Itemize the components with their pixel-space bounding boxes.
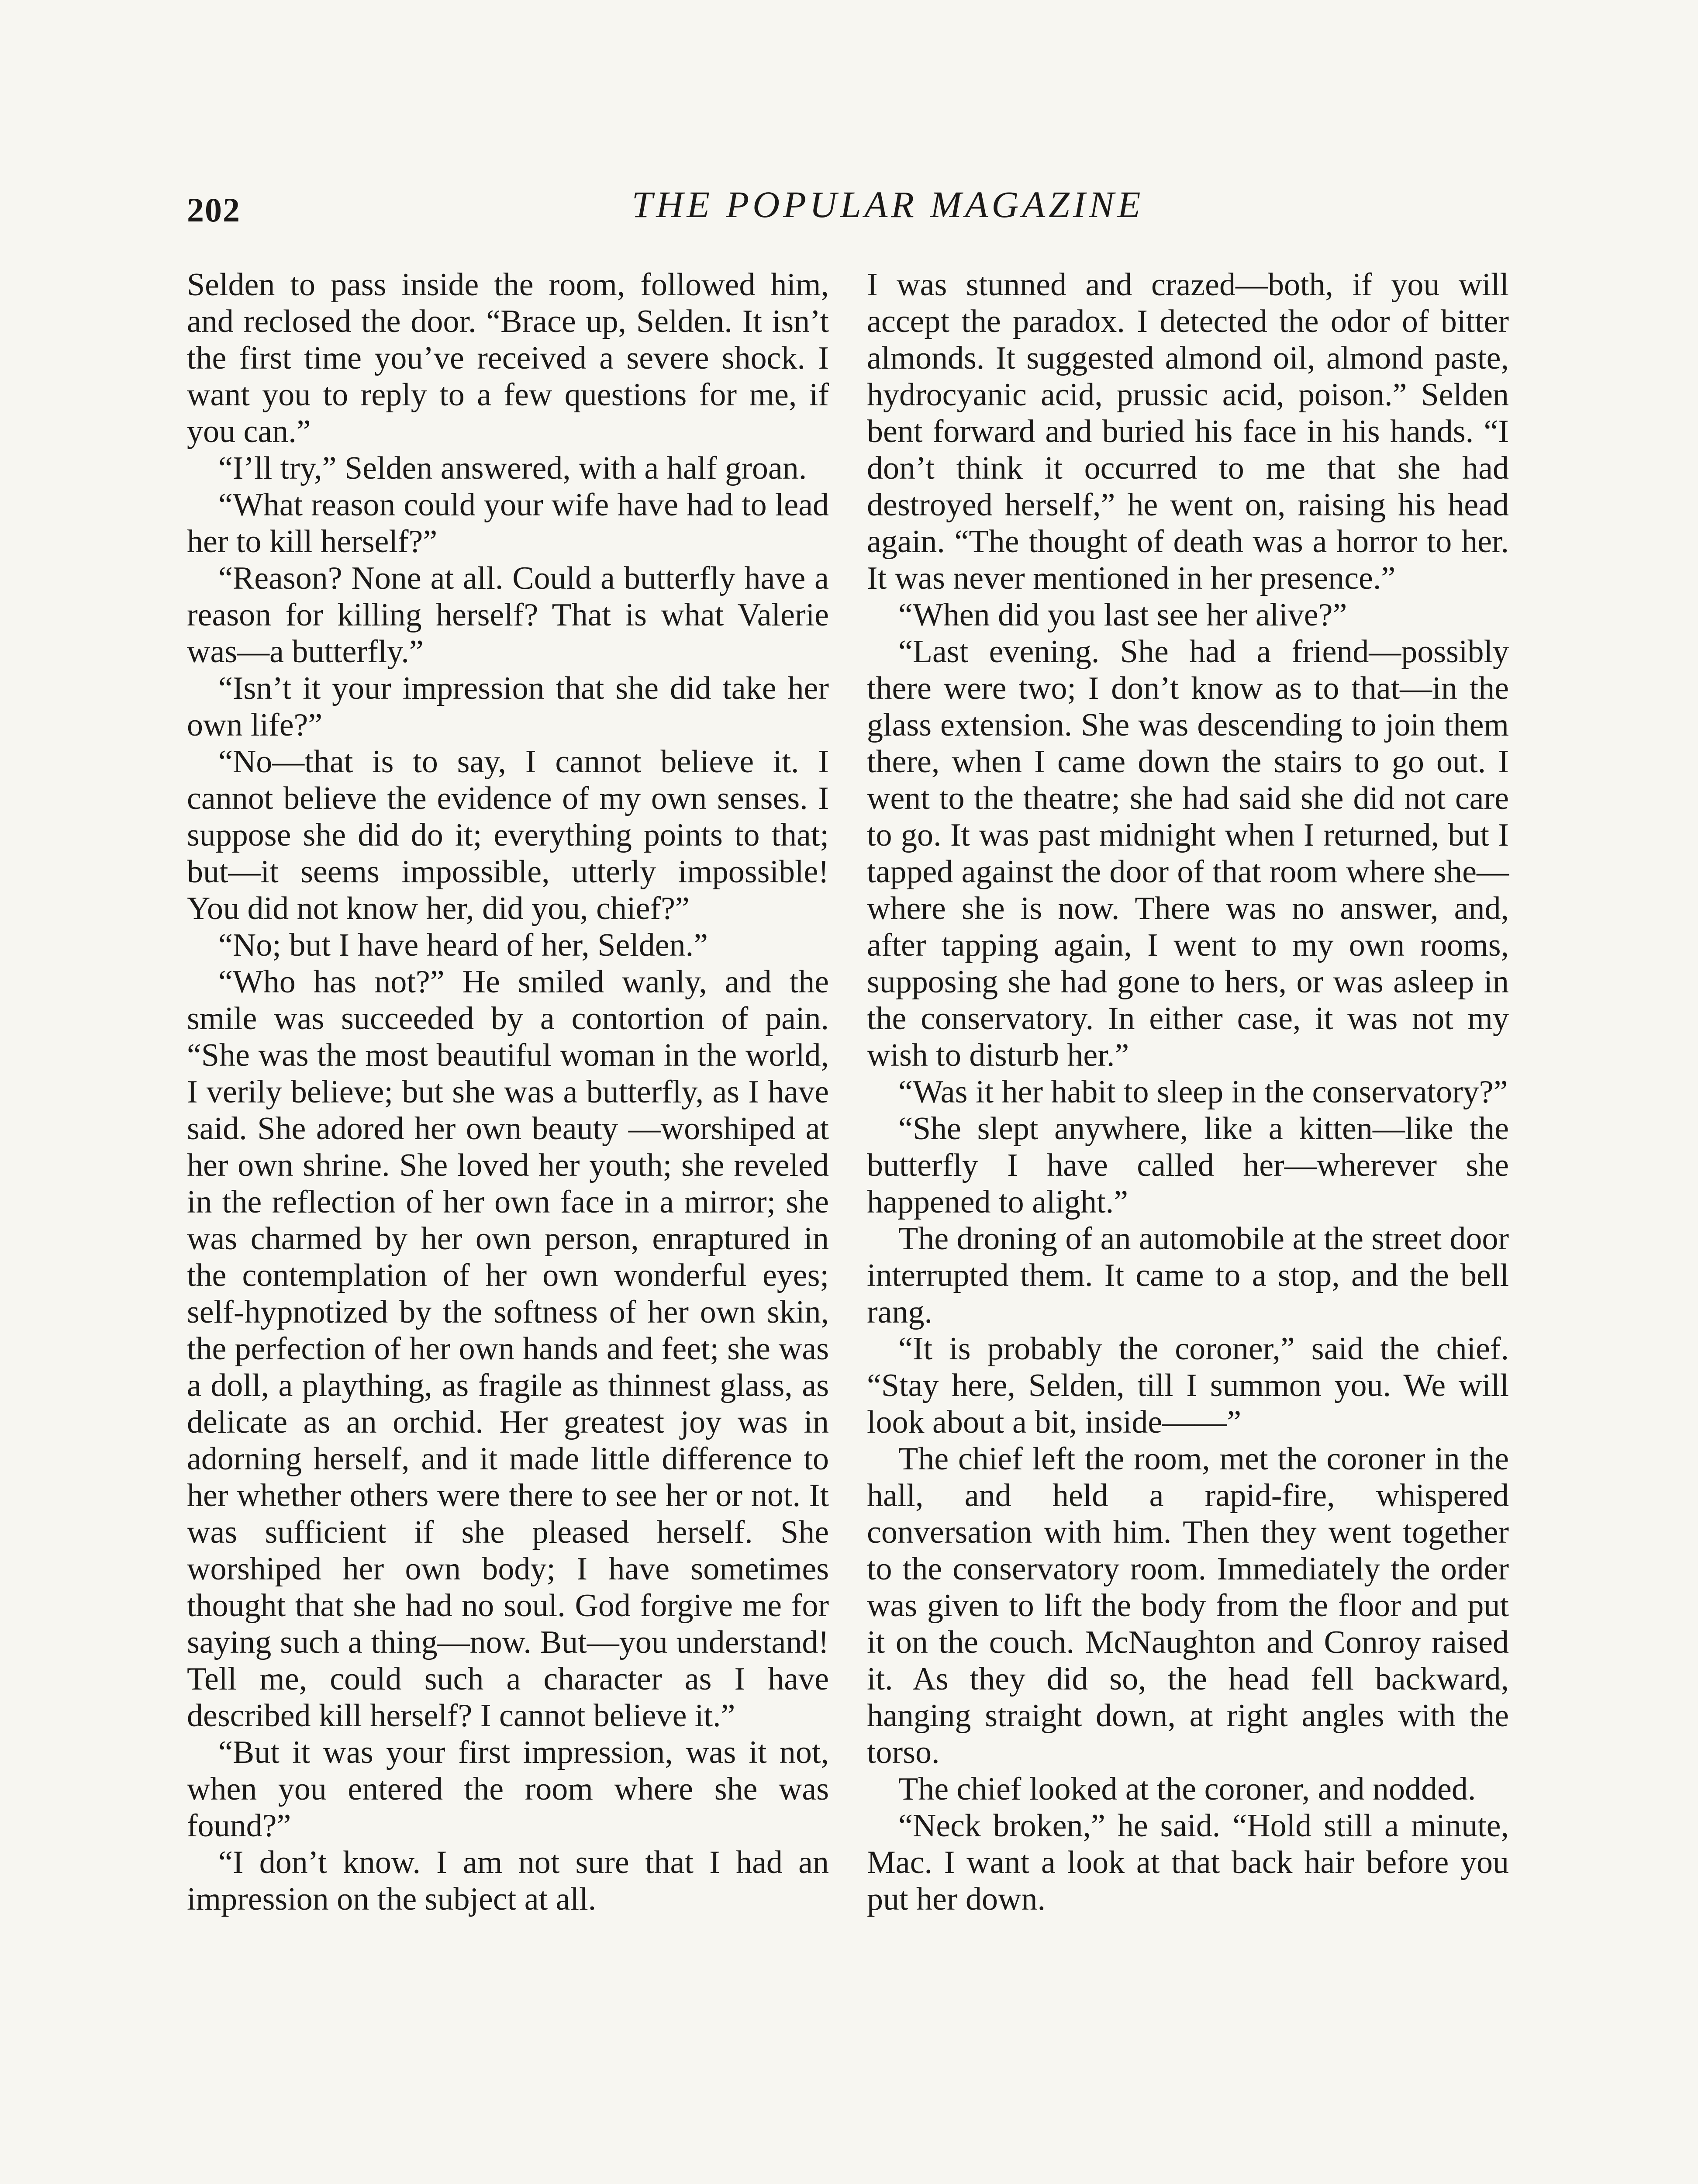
- paragraph: “No; but I have heard of her, Selden.”: [218, 927, 708, 963]
- paragraph: “It is probably the coroner,” said the chief. “Stay here, Selden, till I summon you. We will look about a bit, inside——”: [867, 1331, 1509, 1440]
- paragraph: The chief looked at the coroner, and nodded.: [898, 1771, 1476, 1807]
- magazine-title: THE POPULAR MAGAZINE: [632, 183, 1144, 225]
- paragraph: “She slept anywhere, like a kitten—like the butterfly I have called her—wherever she happened to alight.”: [867, 1111, 1509, 1220]
- paragraph: The droning of an automobile at the street door interrupted them. It came to a stop, and the bell rang.: [867, 1221, 1509, 1330]
- left-column: [187, 266, 829, 1918]
- paragraph: Selden to pass inside the room, followed him, and reclosed the door. “Brace up, Selden. It isn’t the first time you’ve received a severe shock. I want you to reply to a few questions for me, if you can.”: [187, 267, 829, 449]
- paragraph: “But it was your first impression, was it not, when you entered the room where she was found?”: [187, 1735, 829, 1844]
- paragraph: “I’ll try,” Selden answered, with a half groan.: [218, 450, 807, 486]
- paragraph: “Reason? None at all. Could a butterfly have a reason for killing herself? That is what Valerie was—a butterfly.”: [187, 560, 829, 670]
- paragraph: “No—that is to say, I cannot believe it. I cannot believe the evidence of my own senses. I suppose she did do it; everything points to that; but—it seems impossible, utterly impossible! You did not know her, did you, chief?”: [187, 744, 829, 926]
- right-column: [867, 266, 1509, 1918]
- paragraph: “When did you last see her alive?”: [898, 597, 1347, 633]
- paragraph: “I don’t know. I am not sure that I had an impression on the subject at all.: [187, 1845, 829, 1917]
- running-head: [187, 183, 1589, 235]
- paragraph: “Last evening. She had a friend—possibly there were two; I don’t know as to that—in the glass extension. She was descending to join them there, when I came down the stairs to go out. I went to the theatre; she had said she did not care to go. It was past midnight when I returned, but I tapped against the door of that room where she—where she is now. There was no answer, and, after tapping again, I went to my own rooms, supposing she had gone to hers, or was asleep in the conservatory. In either case, it was not my wish to disturb her.”: [867, 634, 1509, 1073]
- paragraph: “Who has not?” He smiled wanly, and the smile was succeeded by a contortion of pain. “She was the most beautiful woman in the world, I verily believe; but she was a butterfly, as I have said. She adored her own beauty —worshiped at her own shrine. She loved her youth; she reveled in the reflection of her own face in a mirror; she was charmed by her own person, enraptured in the contemplation of her own wonderful eyes; self-hypnotized by the softness of her own skin, the perfection of her own hands and feet; she was a doll, a plaything, as fragile as thinnest glass, as delicate as an orchid. Her greatest joy was in adorning herself, and it made little difference to her whether others were there to see her or not. It was sufficient if she pleased herself. She worshiped her own body; I have sometimes thought that she had no soul. God forgive me for saying such a thing—now. But—you understand! Tell me, could such a character as I have described kill herself? I cannot believe it.”: [187, 964, 829, 1734]
- page-number: 202: [187, 191, 241, 229]
- paragraph: “What reason could your wife have had to lead her to kill herself?”: [187, 487, 829, 560]
- paragraph: “Isn’t it your impression that she did take her own life?”: [187, 670, 829, 743]
- paragraph: I was stunned and crazed—both, if you will accept the paradox. I detected the odor of bitter almonds. It suggested almond oil, almond paste, hydrocyanic acid, prussic acid, poison.” Selden bent forward and buried his face in his hands. “I don’t think it occurred to me that she had destroyed herself,” he went on, raising his head again. “The thought of death was a horror to her. It was never mentioned in her presence.”: [867, 267, 1509, 596]
- paragraph: “Was it her habit to sleep in the conservatory?”: [898, 1074, 1508, 1110]
- paragraph: “Neck broken,” he said. “Hold still a minute, Mac. I want a look at that back hair before you put her down.: [867, 1808, 1509, 1917]
- paragraph: The chief left the room, met the coroner in the hall, and held a rapid-fire, whispered conversation with him. Then they went together to the conservatory room. Immediately the order was given to lift the body from the floor and put it on the couch. McNaughton and Conroy raised it. As they did so, the head fell backward, hanging straight down, at right angles with the torso.: [867, 1441, 1509, 1770]
